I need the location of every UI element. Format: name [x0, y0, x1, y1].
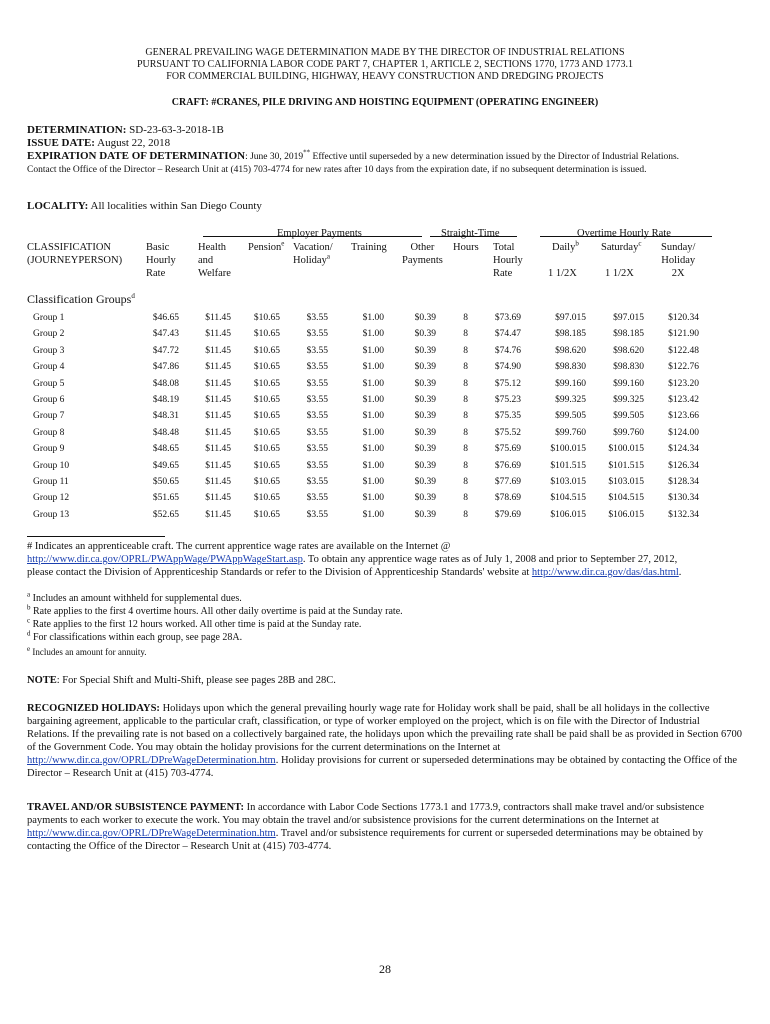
cell-health: $11.45	[205, 378, 231, 389]
cell-saturday: $98.185	[613, 329, 644, 340]
cell-pension: $10.65	[253, 427, 280, 438]
cell-daily: $103.015	[550, 477, 586, 487]
footnote-separator	[27, 536, 165, 537]
cell-sunday: $124.34	[668, 444, 699, 455]
cell-training: $1.00	[362, 411, 384, 422]
apprentice-paragraph: # Indicates an apprenticeable craft. The current apprentice wage rates are available on the Internet @ http://www.dir.ca.gov/OPRL/PWAppWage/PWAppWageStart.asp. To obtain any apprentice wage rates as of July 1, 2008 and prior to September 27, 2012, please contact the Division of Apprenticeship Standards or refer to the Division of Apprenticeship Standards' website at http://www.dir.ca.gov/das/das.html.	[27, 541, 682, 578]
cell-daily: $99.325	[555, 395, 586, 405]
cell-hours: 8	[463, 345, 468, 356]
cell-pension: $10.65	[253, 345, 280, 356]
table-row	[0, 346, 770, 362]
straight-time-heading: Straight-Time	[441, 228, 500, 239]
cell-total: $74.76	[494, 345, 521, 356]
holidays-label: RECOGNIZED HOLIDAYS:	[27, 703, 160, 714]
cell-name: Group 10	[33, 460, 70, 471]
locality-label: LOCALITY:	[27, 200, 89, 212]
cell-name: Group 1	[33, 313, 65, 323]
expiration-line	[27, 150, 747, 164]
cell-daily: $97.015	[555, 313, 586, 323]
cell-training: $1.00	[362, 493, 384, 504]
page-number: 28	[379, 962, 391, 976]
cell-basic: $47.43	[152, 329, 179, 340]
table-row	[0, 493, 770, 509]
cell-saturday: $99.760	[613, 427, 644, 438]
cell-hours: 8	[463, 477, 468, 487]
cell-hours: 8	[463, 493, 468, 504]
note-label: NOTE	[27, 675, 57, 686]
cell-training: $1.00	[362, 362, 384, 373]
cell-training: $1.00	[362, 395, 384, 405]
holidays-link[interactable]: http://www.dir.ca.gov/OPRL/DPreWageDetermination.htm	[27, 755, 276, 766]
cell-basic: $48.48	[152, 427, 179, 438]
cell-health: $11.45	[205, 329, 231, 340]
cell-daily: $99.505	[555, 411, 586, 422]
cell-basic: $49.65	[152, 460, 179, 471]
cell-saturday: $99.325	[613, 395, 644, 405]
table-row	[0, 395, 770, 411]
cell-saturday: $100.015	[608, 444, 644, 455]
cell-health: $11.45	[205, 460, 231, 471]
cell-other: $0.39	[414, 411, 436, 422]
cell-vacation: $3.55	[306, 460, 328, 471]
cell-pension: $10.65	[253, 313, 280, 323]
cell-basic: $48.08	[152, 378, 179, 389]
cell-other: $0.39	[414, 477, 436, 487]
cell-health: $11.45	[205, 395, 231, 405]
cell-health: $11.45	[205, 427, 231, 438]
header-line-2: PURSUANT TO CALIFORNIA LABOR CODE PART 7, CHAPTER 1, ARTICLE 2, SECTIONS 1770, 1773 AND 1773.1	[136, 59, 634, 70]
cell-daily: $106.015	[550, 509, 586, 520]
das-website-link[interactable]: http://www.dir.ca.gov/das/das.html	[531, 567, 679, 578]
cell-name: Group 2	[33, 329, 65, 340]
cell-saturday: $103.015	[608, 477, 644, 487]
cell-saturday: $97.015	[613, 313, 644, 323]
cell-health: $11.45	[205, 509, 231, 520]
cell-hours: 8	[463, 362, 468, 373]
footnote-d: $^d$ For classifications within each group, see page 28A.	[27, 629, 243, 643]
classification-groups-title: Classification Groups$^d$	[27, 292, 135, 306]
issue-date-value: August 22, 2018	[97, 137, 171, 149]
contact-line: Contact the Office of the Director – Research Unit at (415) 703-4774 for new rates after 10 days from the expiration date, if no subsequent determination is issued.	[27, 165, 647, 175]
col-vacation-holiday: Vacation/ Holiday$^a$	[293, 242, 333, 266]
cell-vacation: $3.55	[306, 509, 328, 520]
cell-pension: $10.65	[253, 329, 280, 340]
cell-total: $75.52	[494, 427, 521, 438]
col-other-payments: Other Payments	[402, 242, 443, 266]
apprentice-wage-link[interactable]: http://www.dir.ca.gov/OPRL/PWAppWage/PWAppWageStart.asp	[27, 554, 303, 565]
cell-saturday: $99.505	[613, 411, 644, 422]
cell-training: $1.00	[362, 345, 384, 356]
cell-sunday: $124.00	[668, 427, 699, 438]
cell-health: $11.45	[205, 362, 231, 373]
header-line-1: GENERAL PREVAILING WAGE DETERMINATION MADE BY THE DIRECTOR OF INDUSTRIAL RELATIONS	[145, 47, 625, 58]
cell-vacation: $3.55	[306, 493, 328, 504]
cell-other: $0.39	[414, 378, 436, 389]
cell-health: $11.45	[205, 477, 231, 487]
cell-total: $75.12	[494, 378, 521, 389]
cell-total: $75.23	[494, 395, 521, 405]
cell-name: Group 11	[33, 477, 69, 487]
cell-saturday: $98.620	[613, 345, 644, 356]
cell-other: $0.39	[414, 313, 436, 323]
cell-other: $0.39	[414, 444, 436, 455]
expiration-date: : June 30, 2019	[245, 152, 304, 162]
cell-pension: $10.65	[253, 395, 280, 405]
table-row	[0, 461, 770, 477]
table-row	[0, 428, 770, 444]
cell-hours: 8	[463, 460, 468, 471]
cell-pension: $10.65	[253, 493, 280, 504]
cell-name: Group 3	[33, 345, 65, 356]
cell-pension: $10.65	[253, 460, 280, 471]
locality-line	[27, 200, 262, 212]
cell-health: $11.45	[205, 411, 231, 422]
table-row	[0, 477, 770, 493]
cell-total: $75.69	[494, 444, 521, 455]
cell-daily: $104.515	[550, 493, 586, 504]
expiration-text: Effective until superseded by a new determination issued by the Director of Industrial Relations.	[310, 152, 680, 162]
cell-daily: $98.185	[555, 329, 586, 340]
table-row	[0, 444, 770, 460]
col-pension: Pension$^e$	[248, 239, 285, 253]
table-row	[0, 329, 770, 345]
cell-sunday: $122.48	[668, 345, 699, 356]
cell-name: Group 5	[33, 378, 65, 389]
col-daily: Daily$^b$ 1 1/2X	[548, 239, 579, 279]
cell-vacation: $3.55	[306, 395, 328, 405]
cell-hours: 8	[463, 395, 468, 405]
table-row	[0, 313, 770, 329]
cell-pension: $10.65	[253, 411, 280, 422]
cell-health: $11.45	[205, 345, 231, 356]
cell-vacation: $3.55	[306, 427, 328, 438]
cell-total: $78.69	[494, 493, 521, 504]
cell-hours: 8	[463, 329, 468, 340]
cell-hours: 8	[463, 313, 468, 323]
cell-sunday: $121.90	[668, 329, 699, 340]
cell-vacation: $3.55	[306, 444, 328, 455]
cell-saturday: $99.160	[613, 378, 644, 389]
cell-vacation: $3.55	[306, 313, 328, 323]
col-training: Training	[351, 242, 387, 253]
cell-saturday: $104.515	[608, 493, 644, 504]
table-row	[0, 411, 770, 427]
footnote-a: $^a$ Includes an amount withheld for supplemental dues.	[27, 590, 242, 604]
expiration-label: EXPIRATION DATE OF DETERMINATION	[27, 150, 246, 162]
cell-total: $74.47	[494, 329, 521, 340]
footnote-e: $^e$ Includes an amount for annuity.	[27, 645, 147, 657]
cell-total: $79.69	[494, 509, 521, 520]
cell-saturday: $98.830	[613, 362, 644, 373]
cell-vacation: $3.55	[306, 329, 328, 340]
determination-line	[27, 124, 747, 137]
cell-sunday: $122.76	[668, 362, 699, 373]
cell-training: $1.00	[362, 378, 384, 389]
cell-hours: 8	[463, 509, 468, 520]
cell-pension: $10.65	[253, 477, 280, 487]
cell-total: $73.69	[494, 313, 521, 323]
header-line-3: FOR COMMERCIAL BUILDING, HIGHWAY, HEAVY CONSTRUCTION AND DREDGING PROJECTS	[166, 71, 604, 82]
cell-vacation: $3.55	[306, 378, 328, 389]
travel-label: TRAVEL AND/OR SUBSISTENCE PAYMENT:	[27, 802, 244, 813]
cell-other: $0.39	[414, 362, 436, 373]
cell-other: $0.39	[414, 509, 436, 520]
cell-sunday: $123.42	[668, 395, 699, 405]
travel-subsistence-paragraph: TRAVEL AND/OR SUBSISTENCE PAYMENT: In accordance with Labor Code Sections 1773.1 and 1773.9, contractors shall make travel and/or subsistence payments to each worker to execute the work. You may obtain the travel and/or subsistence provisions for the current determinations on the Internet at http://www.dir.ca.gov/OPRL/DPreWageDetermination.htm. Travel and/or subsistence requirements for current or superseded determinations may be obtained by contacting the Office of the Director – Research Unit at (415) 703-4774.	[27, 802, 705, 852]
table-row	[0, 362, 770, 378]
travel-link[interactable]: http://www.dir.ca.gov/OPRL/DPreWageDetermination.htm	[27, 828, 276, 839]
cell-pension: $10.65	[253, 378, 280, 389]
employer-payments-heading: Employer Payments	[277, 228, 362, 239]
cell-sunday: $123.66	[668, 411, 699, 422]
cell-basic: $52.65	[152, 509, 179, 520]
cell-basic: $50.65	[152, 477, 179, 487]
col-classification: CLASSIFICATION (JOURNEYPERSON)	[27, 242, 123, 266]
col-saturday: Saturday$^c$ 1 1/2X	[601, 239, 642, 279]
locality-value: All localities within San Diego County	[90, 200, 262, 212]
cell-sunday: $123.20	[668, 378, 699, 389]
cell-daily: $98.830	[555, 362, 586, 373]
cell-vacation: $3.55	[306, 477, 328, 487]
cell-vacation: $3.55	[306, 411, 328, 422]
footnote-c: $^c$ Rate applies to the first 12 hours worked. All other time is paid at the Sunday rate.	[27, 616, 362, 630]
cell-basic: $48.19	[152, 395, 179, 405]
cell-sunday: $128.34	[668, 477, 699, 487]
cell-daily: $99.760	[555, 427, 586, 438]
cell-daily: $100.015	[550, 444, 586, 455]
cell-sunday: $126.34	[668, 460, 699, 471]
cell-vacation: $3.55	[306, 345, 328, 356]
cell-saturday: $106.015	[608, 509, 644, 520]
cell-other: $0.39	[414, 460, 436, 471]
note-line: NOTE: For Special Shift and Multi-Shift, please see pages 28B and 28C.	[27, 675, 336, 686]
determination-value: SD-23-63-3-2018-1B	[129, 124, 224, 136]
cell-total: $76.69	[494, 460, 521, 471]
col-health-welfare: Health and Welfare	[198, 242, 231, 279]
cell-training: $1.00	[362, 460, 384, 471]
cell-training: $1.00	[362, 427, 384, 438]
cell-other: $0.39	[414, 427, 436, 438]
cell-name: Group 8	[33, 427, 65, 438]
overtime-heading: Overtime Hourly Rate	[577, 228, 671, 239]
cell-basic: $51.65	[152, 493, 179, 504]
table-row	[0, 510, 770, 526]
cell-health: $11.45	[205, 444, 231, 455]
cell-other: $0.39	[414, 395, 436, 405]
cell-vacation: $3.55	[306, 362, 328, 373]
issue-date-label: ISSUE DATE:	[27, 137, 95, 149]
cell-name: Group 9	[33, 444, 65, 455]
cell-name: Group 4	[33, 362, 65, 373]
cell-total: $74.90	[494, 362, 521, 373]
cell-training: $1.00	[362, 329, 384, 340]
cell-pension: $10.65	[253, 444, 280, 455]
cell-training: $1.00	[362, 509, 384, 520]
cell-hours: 8	[463, 444, 468, 455]
expiration-sup: **	[303, 148, 311, 157]
cell-basic: $46.65	[152, 313, 179, 323]
footnote-b: $^b$ Rate applies to the first 4 overtime hours. All other daily overtime is paid at the Sunday rate.	[27, 603, 403, 617]
col-total-hourly-rate: Total Hourly Rate	[493, 242, 523, 279]
cell-name: Group 7	[33, 411, 65, 422]
col-hours: Hours	[453, 242, 479, 253]
determination-label: DETERMINATION:	[27, 124, 127, 136]
col-basic-hourly-rate: Basic Hourly Rate	[146, 242, 176, 279]
craft-title: CRAFT: #CRANES, PILE DRIVING AND HOISTING EQUIPMENT (OPERATING ENGINEER)	[171, 97, 599, 108]
issue-date-line	[27, 137, 747, 150]
cell-sunday: $130.34	[668, 493, 699, 504]
cell-daily: $98.620	[555, 345, 586, 356]
col-sunday-holiday: Sunday/ Holiday 2X	[661, 242, 696, 279]
cell-saturday: $101.515	[608, 460, 644, 471]
cell-training: $1.00	[362, 313, 384, 323]
cell-daily: $101.515	[550, 460, 586, 471]
cell-sunday: $120.34	[668, 313, 699, 323]
cell-basic: $48.31	[152, 411, 179, 422]
cell-pension: $10.65	[253, 362, 280, 373]
cell-daily: $99.160	[555, 378, 586, 389]
cell-basic: $47.86	[152, 362, 179, 373]
cell-sunday: $132.34	[668, 509, 699, 520]
cell-other: $0.39	[414, 493, 436, 504]
recognized-holidays-paragraph: RECOGNIZED HOLIDAYS: Holidays upon which the general prevailing hourly wage rate for Holiday work shall be paid, shall be all holidays in the collective bargaining agreement, applicable to the particular craft, classification, or type of worker employed on the project, which is on file with the Director of Industrial Relations. If the prevailing rate is not based on a collectively bargained rate, the holidays upon which the prevailing rate shall be paid shall be as provided in Section 6700 of the Government Code. You may obtain the holiday provisions for the current determinations on the Internet at http://www.dir.ca.gov/OPRL/DPreWageDetermination.htm. Holiday provisions for current or superseded determinations may be obtained by contacting the Office of the Director – Research Unit at (415) 703-4774.	[27, 703, 743, 779]
cell-hours: 8	[463, 411, 468, 422]
cell-total: $75.35	[494, 411, 521, 422]
cell-basic: $47.72	[152, 345, 179, 356]
cell-health: $11.45	[205, 493, 231, 504]
cell-hours: 8	[463, 427, 468, 438]
cell-total: $77.69	[494, 477, 521, 487]
cell-pension: $10.65	[253, 509, 280, 520]
cell-name: Group 13	[33, 509, 70, 520]
cell-other: $0.39	[414, 345, 436, 356]
cell-health: $11.45	[205, 313, 231, 323]
cell-other: $0.39	[414, 329, 436, 340]
cell-hours: 8	[463, 378, 468, 389]
table-row	[0, 379, 770, 395]
cell-name: Group 12	[33, 493, 70, 504]
cell-training: $1.00	[362, 477, 384, 487]
cell-training: $1.00	[362, 444, 384, 455]
cell-name: Group 6	[33, 395, 65, 405]
cell-basic: $48.65	[152, 444, 179, 455]
